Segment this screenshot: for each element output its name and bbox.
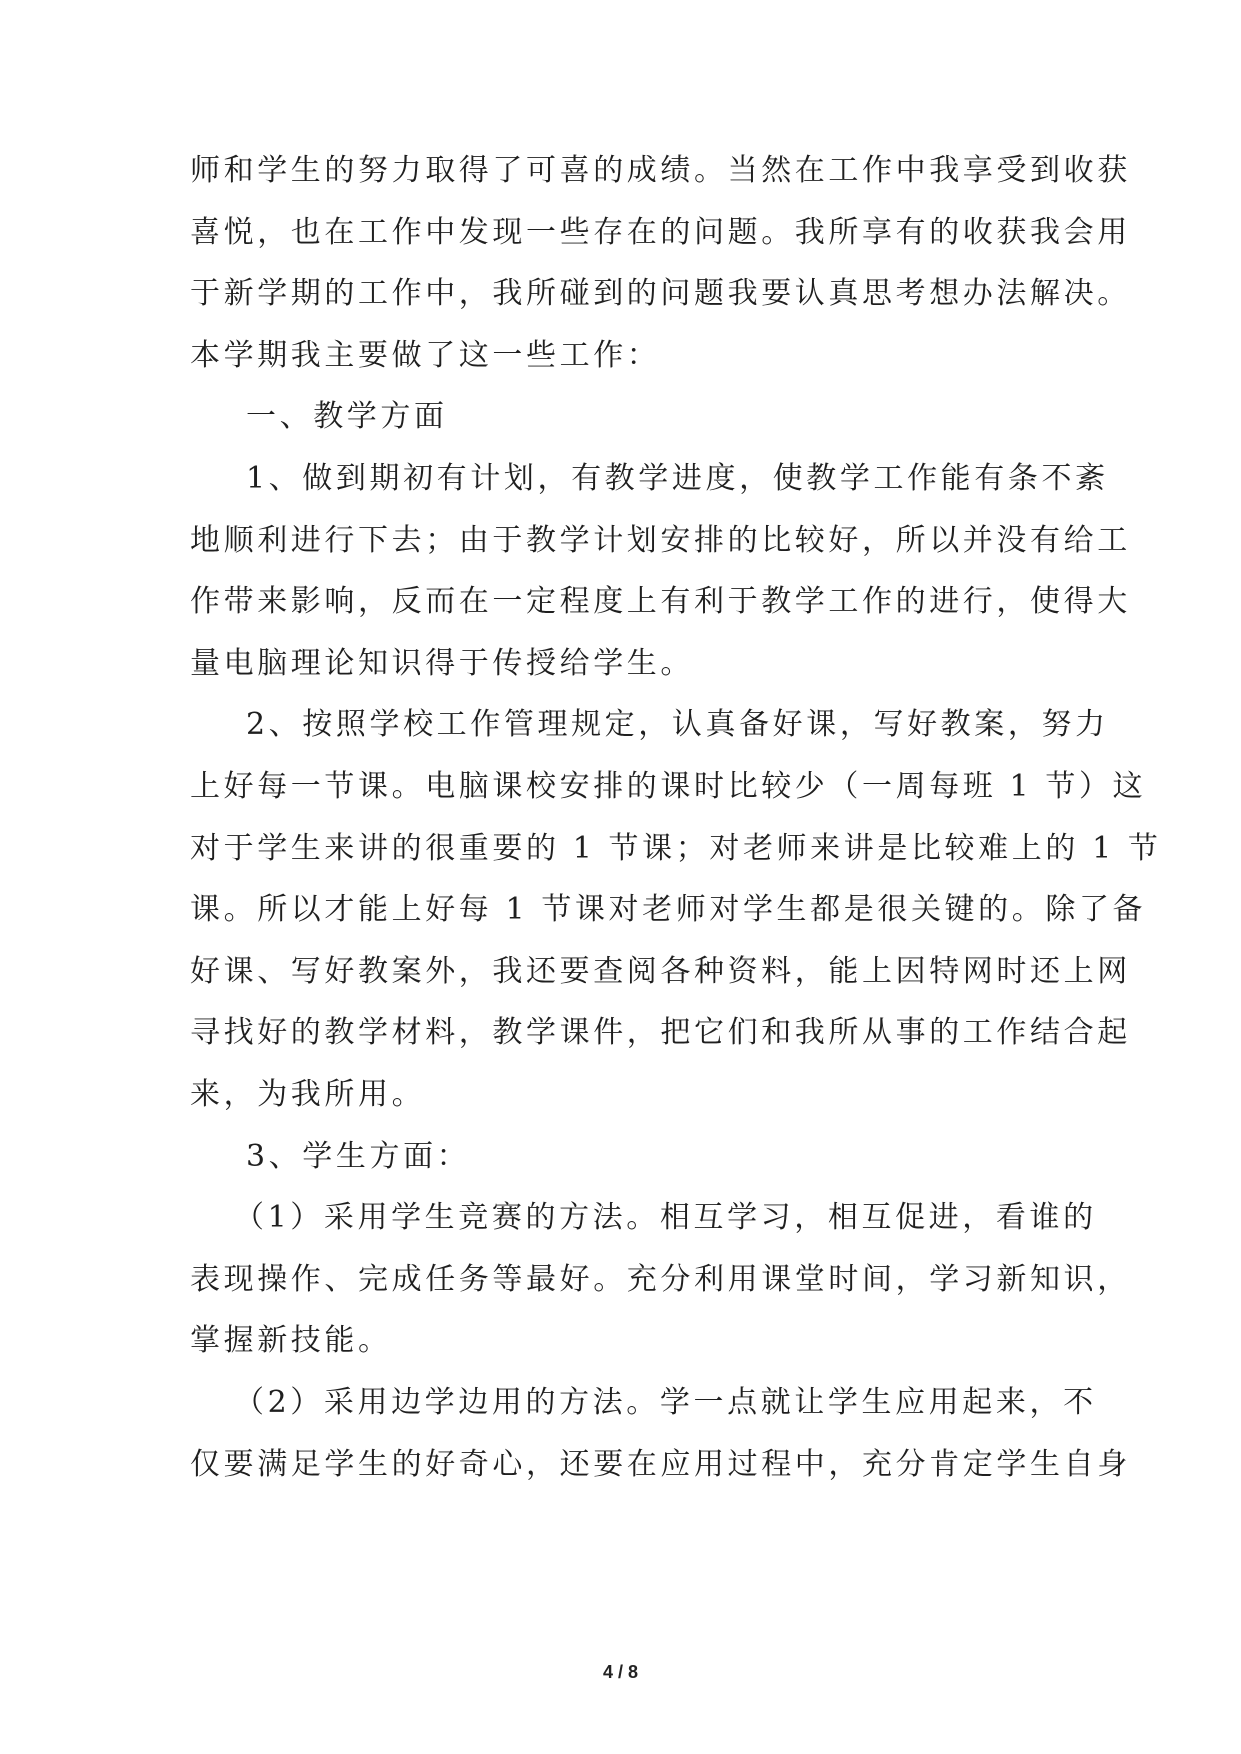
text-line: 掌握新技能。 bbox=[190, 1323, 392, 1358]
text-line: 好课、写好教案外，我还要查阅各种资料，能上因特网时还上网 bbox=[190, 954, 1131, 989]
text-line: 本学期我主要做了这一些工作： bbox=[190, 338, 661, 373]
text-line: 喜悦，也在工作中发现一些存在的问题。我所享有的收获我会用 bbox=[190, 215, 1131, 250]
text-line: 上好每一节课。电脑课校安排的课时比较少（一周每班 1 节）这 bbox=[190, 769, 1147, 804]
text-line: 作带来影响，反而在一定程度上有利于教学工作的进行，使得大 bbox=[190, 584, 1131, 619]
text-line: 来，为我所用。 bbox=[190, 1077, 426, 1112]
text-line: 2、按照学校工作管理规定，认真备好课，写好教案，努力 bbox=[246, 707, 1109, 742]
text-line: 1、做到期初有计划，有教学进度，使教学工作能有条不紊 bbox=[246, 461, 1109, 496]
text-line: 师和学生的努力取得了可喜的成绩。当然在工作中我享受到收获 bbox=[190, 153, 1131, 188]
section-heading: 3、学生方面： bbox=[246, 1139, 471, 1174]
text-line: 量电脑理论知识得于传授给学生。 bbox=[190, 646, 694, 681]
text-line: 地顺利进行下去；由于教学计划安排的比较好，所以并没有给工 bbox=[190, 523, 1131, 558]
text-line: （2）采用边学边用的方法。学一点就让学生应用起来，不 bbox=[234, 1385, 1097, 1420]
page-number: 4 / 8 bbox=[602, 1662, 639, 1682]
text-line: 课。所以才能上好每 1 节课对老师对学生都是很关键的。除了备 bbox=[190, 892, 1147, 927]
section-heading: 一、教学方面 bbox=[246, 399, 448, 434]
text-line: 寻找好的教学材料，教学课件，把它们和我所从事的工作结合起 bbox=[190, 1015, 1131, 1050]
text-line: 对于学生来讲的很重要的 1 节课；对老师来讲是比较难上的 1 节 bbox=[190, 831, 1162, 866]
text-line: 表现操作、完成任务等最好。充分利用课堂时间，学习新知识， bbox=[190, 1262, 1131, 1297]
text-line: （1）采用学生竞赛的方法。相互学习，相互促进，看谁的 bbox=[234, 1200, 1097, 1235]
text-line: 仅要满足学生的好奇心，还要在应用过程中，充分肯定学生自身 bbox=[190, 1447, 1131, 1482]
text-line: 于新学期的工作中，我所碰到的问题我要认真思考想办法解决。 bbox=[190, 276, 1131, 311]
